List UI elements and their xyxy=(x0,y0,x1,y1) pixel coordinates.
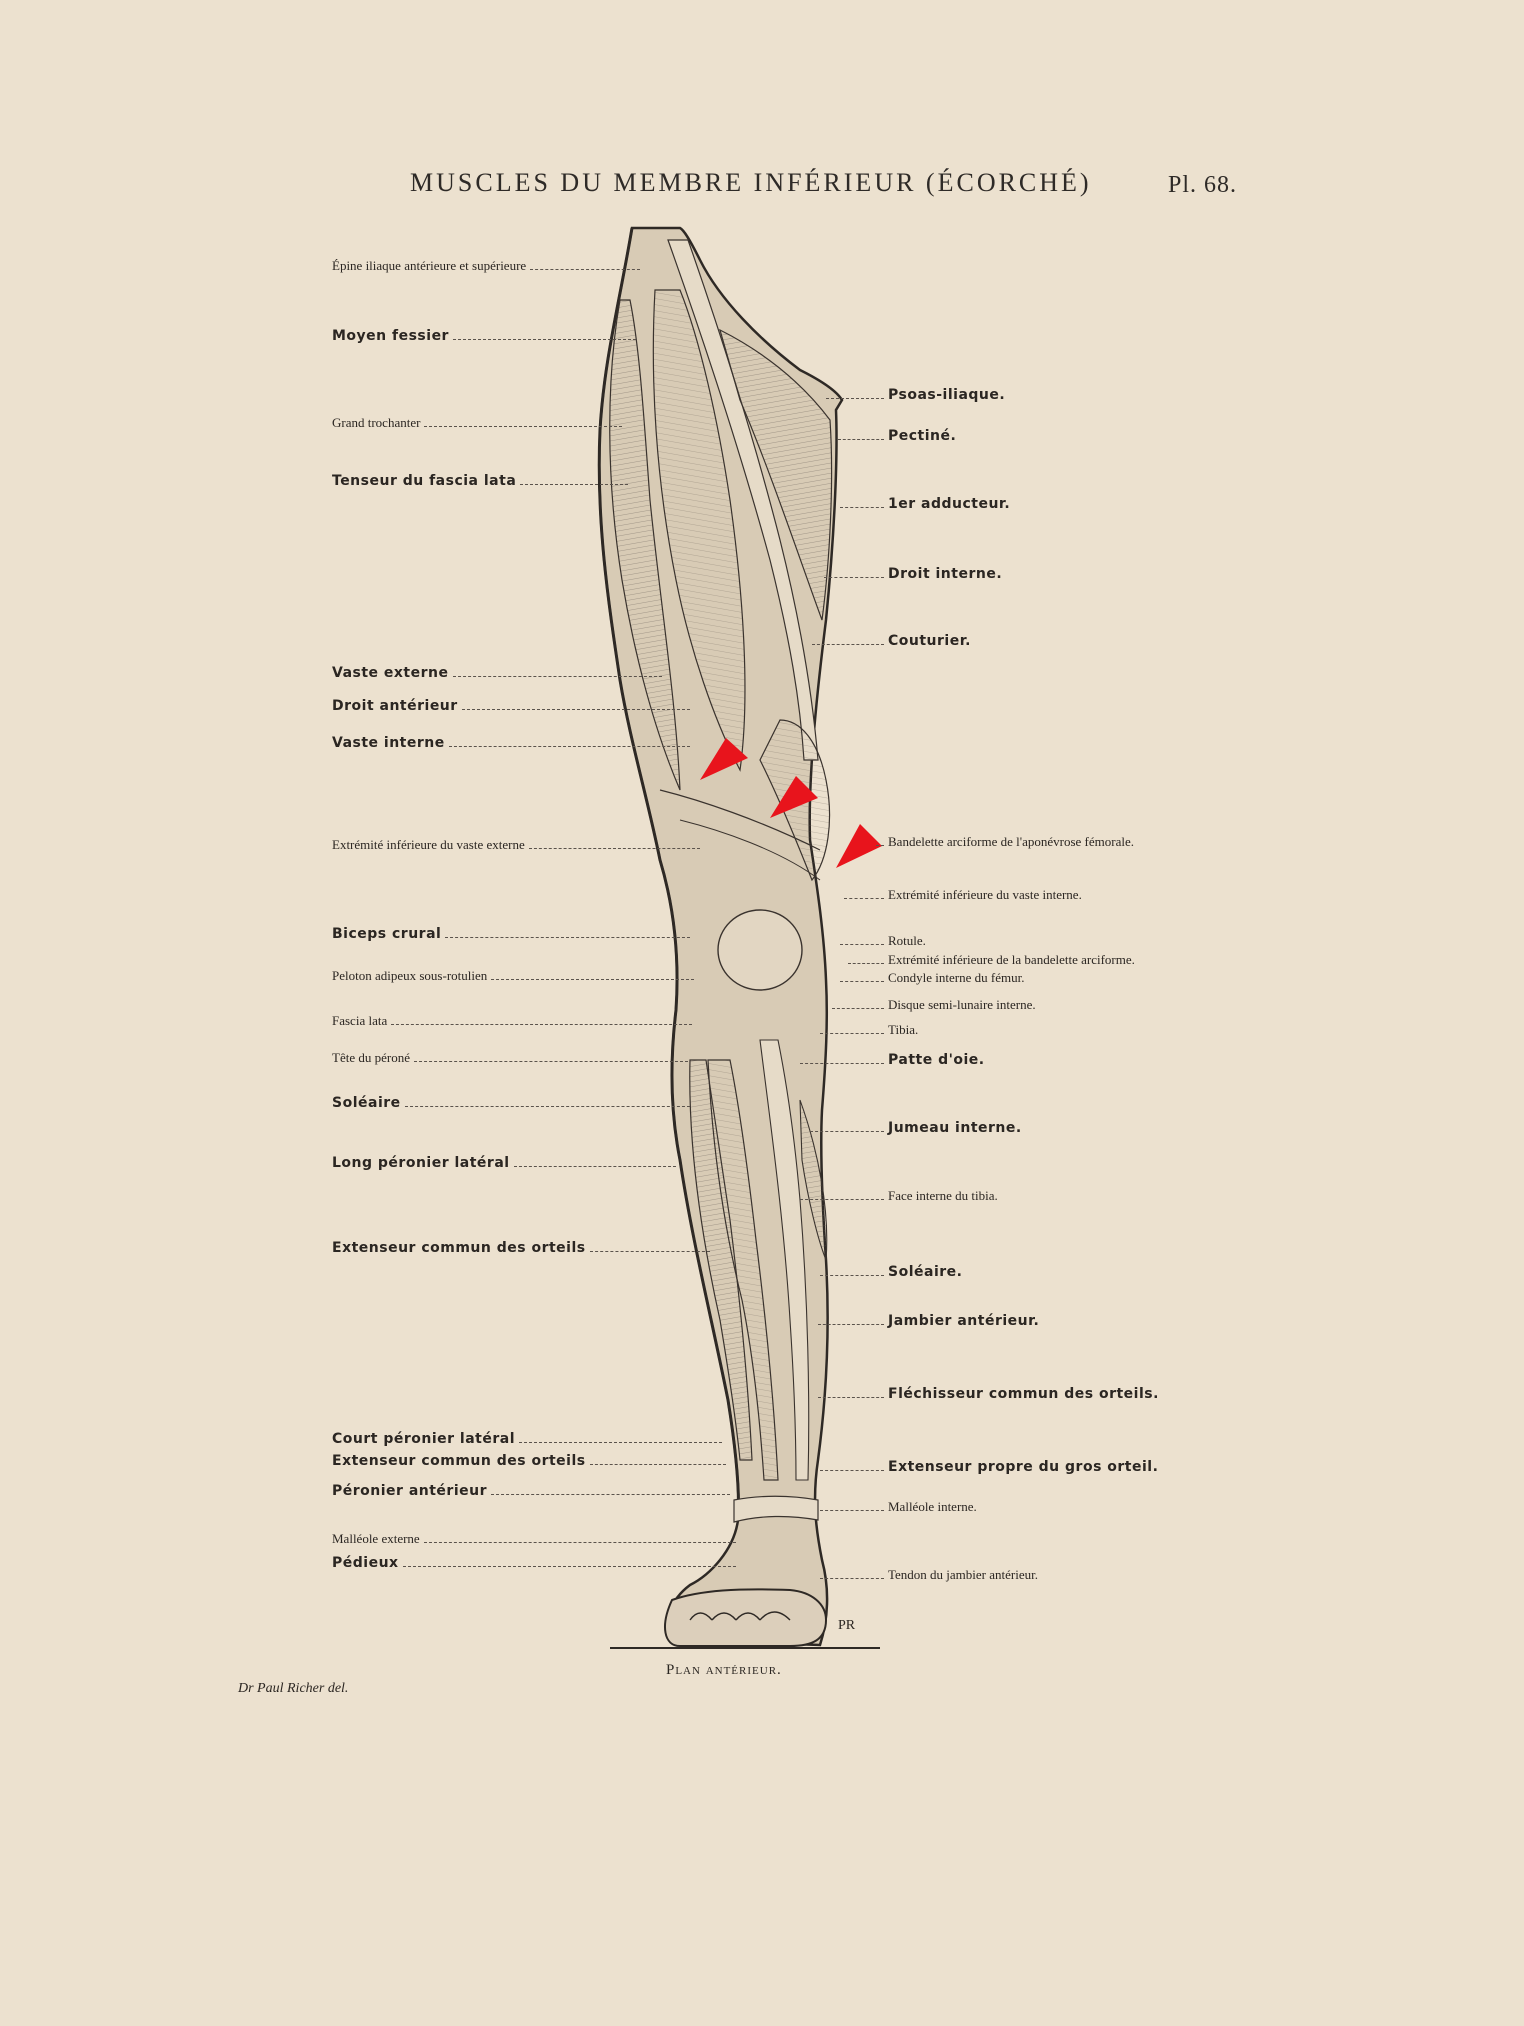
label-leader-line xyxy=(832,1008,884,1009)
label-leader-line xyxy=(491,979,694,980)
label-leader-line xyxy=(844,898,884,899)
left-label: Soléaire xyxy=(332,1095,401,1111)
label-leader-line xyxy=(590,1464,726,1465)
label-leader-line xyxy=(840,944,884,945)
right-label: Pectiné. xyxy=(888,428,957,444)
left-label: Biceps crural xyxy=(332,926,442,942)
label-leader-line xyxy=(424,1542,736,1543)
label-leader-line xyxy=(820,1275,884,1276)
label-leader-line xyxy=(820,1510,884,1511)
plate-title: MUSCLES DU MEMBRE INFÉRIEUR (ÉCORCHÉ) xyxy=(410,168,1092,197)
label-leader-line xyxy=(838,439,884,440)
red-arrow-3 xyxy=(836,824,882,868)
artist-signature: PR xyxy=(838,1618,856,1633)
left-label: Tête du péroné xyxy=(332,1050,410,1065)
plate-number: Pl. 68. xyxy=(1168,172,1238,198)
label-leader-line xyxy=(800,1063,884,1064)
right-label: Jambier antérieur. xyxy=(888,1313,1040,1329)
rotule-shape xyxy=(718,910,802,990)
label-leader-line xyxy=(820,1578,884,1579)
right-label: Jumeau interne. xyxy=(888,1120,1022,1136)
right-label: Extenseur propre du gros orteil. xyxy=(888,1459,1159,1475)
label-leader-line xyxy=(462,709,690,710)
right-label: Extrémité inférieure de la bandelette arciforme. xyxy=(888,952,1135,967)
label-leader-line xyxy=(848,963,884,964)
label-leader-line xyxy=(403,1566,736,1567)
left-label: Vaste externe xyxy=(332,665,449,681)
left-label: Vaste interne xyxy=(332,735,445,751)
label-leader-line xyxy=(445,937,690,938)
right-label: 1er adducteur. xyxy=(888,496,1011,512)
right-label: Droit interne. xyxy=(888,566,1003,582)
left-label: Extrémité inférieure du vaste externe xyxy=(332,837,525,852)
label-leader-line xyxy=(453,339,636,340)
left-label: Pédieux xyxy=(332,1555,399,1571)
right-label: Bandelette arciforme de l'aponévrose fémorale. xyxy=(888,834,1134,849)
left-label: Moyen fessier xyxy=(332,328,449,344)
label-leader-line xyxy=(491,1494,730,1495)
left-label: Épine iliaque antérieure et supérieure xyxy=(332,258,527,273)
label-leader-line xyxy=(519,1442,722,1443)
left-label: Peloton adipeux sous-rotulien xyxy=(332,968,488,983)
label-leader-line xyxy=(529,848,700,849)
foot-shape xyxy=(665,1589,826,1646)
right-label: Rotule. xyxy=(888,933,926,948)
right-label: Tibia. xyxy=(888,1022,919,1037)
left-label: Grand trochanter xyxy=(332,415,421,430)
right-label: Face interne du tibia. xyxy=(888,1188,998,1203)
right-label: Couturier. xyxy=(888,633,971,649)
right-label: Condyle interne du fémur. xyxy=(888,970,1025,985)
right-label: Malléole interne. xyxy=(888,1499,977,1514)
left-label: Malléole externe xyxy=(332,1531,420,1546)
label-leader-line xyxy=(840,981,884,982)
label-leader-line xyxy=(530,269,640,270)
label-leader-line xyxy=(453,676,663,677)
label-leader-line xyxy=(818,1397,884,1398)
label-leader-line xyxy=(449,746,690,747)
right-label: Tendon du jambier antérieur. xyxy=(888,1567,1038,1582)
left-label: Tenseur du fascia lata xyxy=(332,473,517,489)
label-leader-line xyxy=(800,1199,884,1200)
right-label: Extrémité inférieure du vaste interne. xyxy=(888,887,1082,902)
left-label: Péronier antérieur xyxy=(332,1483,487,1499)
label-leader-line xyxy=(818,1324,884,1325)
left-label: Extenseur commun des orteils xyxy=(332,1453,586,1469)
right-label: Soléaire. xyxy=(888,1264,963,1280)
right-label: Psoas-iliaque. xyxy=(888,387,1006,403)
label-leader-line xyxy=(840,507,884,508)
left-label: Extenseur commun des orteils xyxy=(332,1240,586,1256)
label-leader-line xyxy=(590,1251,710,1252)
label-leader-line xyxy=(391,1024,692,1025)
label-leader-line xyxy=(810,1131,884,1132)
right-label: Fléchisseur commun des orteils. xyxy=(888,1386,1159,1402)
artist-credit: Dr Paul Richer del. xyxy=(238,1681,349,1696)
label-leader-line xyxy=(514,1166,676,1167)
label-leader-line xyxy=(520,484,628,485)
right-label: Patte d'oie. xyxy=(888,1052,985,1068)
label-leader-line xyxy=(424,426,622,427)
left-label: Court péronier latéral xyxy=(332,1431,515,1447)
right-label: Disque semi-lunaire interne. xyxy=(888,997,1036,1012)
label-leader-line xyxy=(820,1470,884,1471)
label-leader-line xyxy=(820,1033,884,1034)
left-label: Droit antérieur xyxy=(332,698,458,714)
label-leader-line xyxy=(414,1061,688,1062)
left-label: Fascia lata xyxy=(332,1013,388,1028)
figure-caption: Plan antérieur. xyxy=(666,1662,782,1678)
label-leader-line xyxy=(876,845,884,846)
label-leader-line xyxy=(826,398,884,399)
label-leader-line xyxy=(405,1106,690,1107)
left-label: Long péronier latéral xyxy=(332,1155,510,1171)
label-leader-line xyxy=(824,577,884,578)
label-leader-line xyxy=(812,644,884,645)
